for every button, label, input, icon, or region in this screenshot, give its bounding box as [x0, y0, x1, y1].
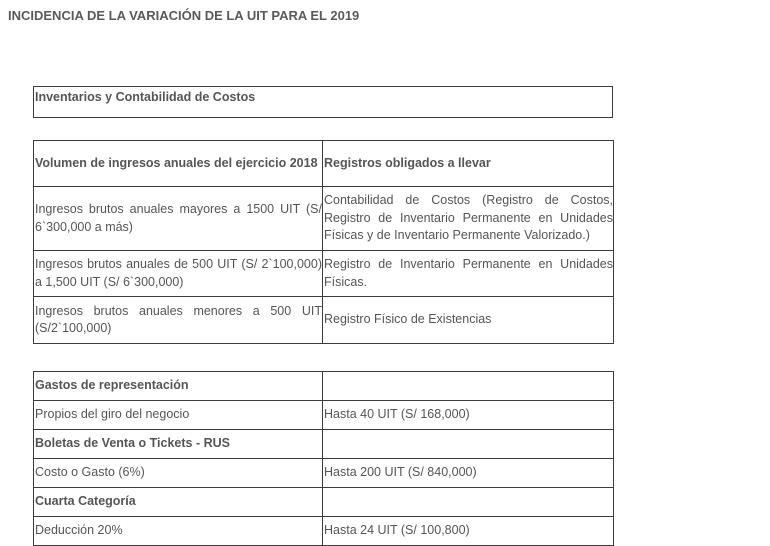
table-row	[34, 87, 613, 118]
table-row	[34, 401, 614, 430]
limits-table	[33, 371, 614, 546]
section-label: Gastos de representación	[34, 372, 323, 401]
item-label: Costo o Gasto (6%)	[34, 459, 323, 488]
income-cell: Ingresos brutos anuales menores a 500 UIT (S/2`100,000)	[34, 297, 323, 344]
item-label: Deducción 20%	[34, 517, 323, 546]
limit-value	[323, 488, 614, 517]
table-row	[34, 517, 614, 546]
section-label: Cuarta Categoría	[34, 488, 323, 517]
registers-cell: Contabilidad de Costos (Registro de Costos, Registro de Inventario Permanente en Unidades Físicas y de Inventario Permanente Valorizado.)	[323, 187, 614, 251]
limit-value	[323, 430, 614, 459]
registers-cell: Registro de Inventario Permanente en Unidades Físicas.	[323, 251, 614, 297]
income-cell: Ingresos brutos anuales de 500 UIT (S/ 2`100,000) a 1,500 UIT (S/ 6`300,000)	[34, 251, 323, 297]
limit-value: Hasta 40 UIT (S/ 168,000)	[323, 401, 614, 430]
limit-value: Hasta 200 UIT (S/ 840,000)	[323, 459, 614, 488]
registers-cell: Registro Físico de Existencias	[323, 297, 614, 344]
inventory-table-title: Inventarios y Contabilidad de Costos	[34, 87, 613, 118]
table-row	[34, 372, 614, 401]
header-required-registers: Registros obligados a llevar	[323, 141, 614, 187]
item-label: Propios del giro del negocio	[34, 401, 323, 430]
table-header-row	[34, 141, 614, 187]
table-row	[34, 459, 614, 488]
header-income-volume: Volumen de ingresos anuales del ejercicio 2018	[34, 141, 323, 187]
registers-table	[33, 140, 614, 344]
limit-value	[323, 372, 614, 401]
table-row	[34, 251, 614, 297]
table-row	[34, 187, 614, 251]
page-title: INCIDENCIA DE LA VARIACIÓN DE LA UIT PARA EL 2019	[8, 8, 360, 23]
income-cell: Ingresos brutos anuales mayores a 1500 UIT (S/ 6`300,000 a más)	[34, 187, 323, 251]
table-row	[34, 430, 614, 459]
table-row	[34, 488, 614, 517]
section-label: Boletas de Venta o Tickets - RUS	[34, 430, 323, 459]
inventory-table	[33, 86, 613, 118]
table-row	[34, 297, 614, 344]
limit-value: Hasta 24 UIT (S/ 100,800)	[323, 517, 614, 546]
